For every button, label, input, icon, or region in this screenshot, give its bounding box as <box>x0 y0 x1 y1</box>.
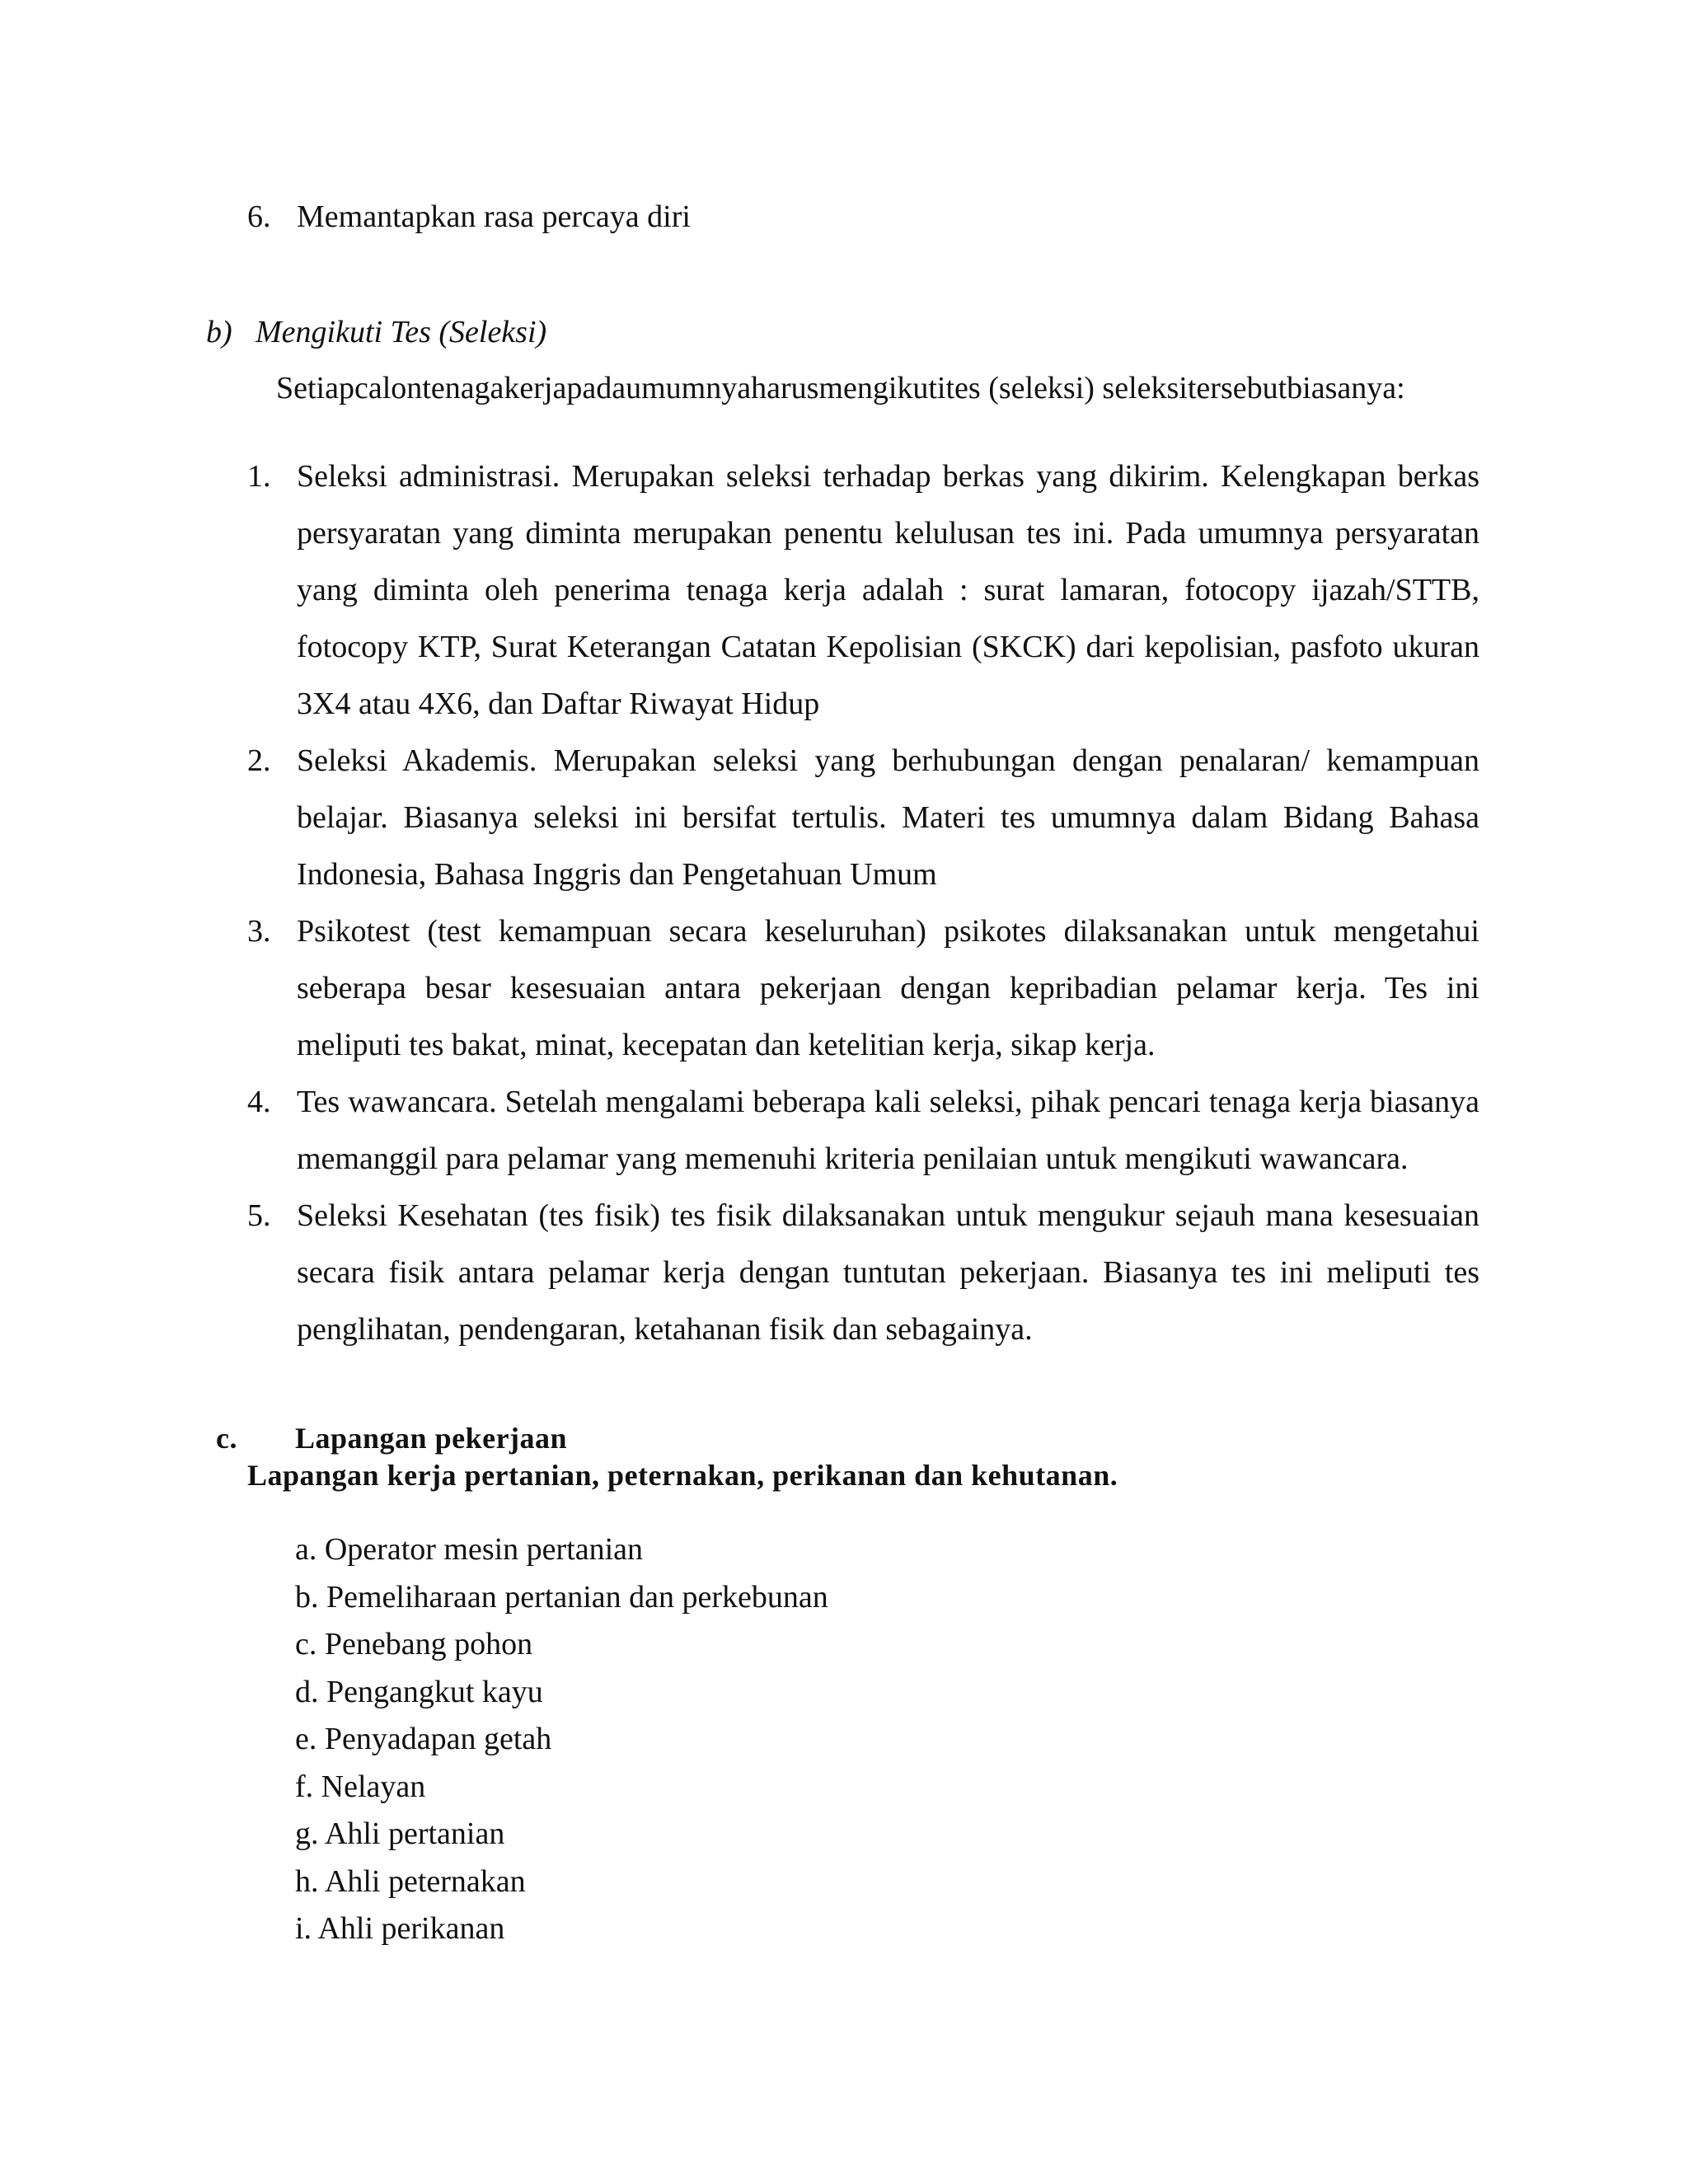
job-item: i. Ahli perikanan <box>295 1911 505 1946</box>
job-item: e. Penyadapan getah <box>295 1722 552 1756</box>
selection-item-4 <box>235 1074 1479 1188</box>
selection-item-2 <box>235 733 1479 903</box>
job-item: g. Ahli pertanian <box>295 1816 505 1851</box>
selection-item-number: 1. <box>247 459 271 494</box>
selection-list <box>235 448 1479 1358</box>
section-c-heading <box>216 1419 567 1457</box>
selection-item-5 <box>235 1188 1479 1358</box>
selection-item-number: 5. <box>247 1198 271 1233</box>
job-item: b. Pemeliharaan pertanian dan perkebunan <box>295 1579 828 1615</box>
list-item-text: Memantapkan rasa percaya diri <box>297 199 691 234</box>
selection-item-3 <box>235 903 1479 1074</box>
section-c-subtitle: Lapangan kerja pertanian, peternakan, perikanan dan kehutanan. <box>247 1459 1118 1492</box>
selection-item-text: Seleksi Akademis. Merupakan seleksi yang berhubungan dengan penalaran/ kemampuan belajar. Biasanya seleksi ini bersifat tertulis. Materi tes umumnya dalam Bidang Bahasa Indonesia, Bahasa Inggris dan Pengetahuan Umum <box>297 743 1479 892</box>
job-item: c. Penebang pohon <box>295 1627 533 1661</box>
job-item: a. Operator mesin pertanian <box>295 1532 644 1567</box>
selection-item-text: Seleksi Kesehatan (tes fisik) tes fisik dilaksanakan untuk mengukur sejauh mana kesesuaian secara fisik antara pelamar kerja dengan tuntutan pekerjaan. Biasanya tes ini meliputi tes penglihatan, pendengaran, ketahanan fisik dan sebagainya. <box>297 1198 1479 1347</box>
section-b-heading <box>206 312 546 353</box>
job-item: h. Ahli peternakan <box>295 1863 526 1899</box>
selection-item-number: 3. <box>247 914 271 949</box>
section-c-title: Lapangan pekerjaan <box>295 1422 568 1455</box>
section-b-title: Mengikuti Tes (Seleksi) <box>256 315 547 349</box>
job-item: d. Pengangkut kayu <box>295 1674 543 1709</box>
selection-item-number: 4. <box>247 1085 271 1119</box>
selection-item-text: Psikotest (test kemampuan secara keseluruhan) psikotes dilaksanakan untuk mengetahui seberapa besar kesesuaian antara pekerjaan dengan kepribadian pelamar kerja. Tes ini meliputi tes bakat, minat, kecepatan dan ketelitian kerja, sikap kerja. <box>297 914 1479 1062</box>
selection-item-text: Tes wawancara. Setelah mengalami beberapa kali seleksi, pihak pencari tenaga kerja biasanya memanggil para pelamar yang memenuhi kriteria penilaian untuk mengikuti wawancara. <box>297 1085 1479 1176</box>
section-b-intro: Setiapcalontenagakerjapadaumumnyaharusmengikutites (seleksi) seleksitersebutbiasanya: <box>276 371 1405 405</box>
selection-item-1 <box>235 448 1479 733</box>
selection-item-number: 2. <box>247 743 271 778</box>
list-item-6 <box>247 196 691 237</box>
selection-item-text: Seleksi administrasi. Merupakan seleksi terhadap berkas yang dikirim. Kelengkapan berkas persyaratan yang diminta merupakan penentu kelulusan tes ini. Pada umumnya persyaratan yang diminta oleh penerima tenaga kerja adalah : surat lamaran, fotocopy ijazah/STTB, fotocopy KTP, Surat Keterangan Catatan Kepolisian (SKCK) dari kepolisian, pasfoto ukuran 3X4 atau 4X6, dan Daftar Riwayat Hidup <box>297 459 1479 721</box>
list-item-number: 6. <box>247 199 271 234</box>
job-item: f. Nelayan <box>295 1769 426 1804</box>
job-list <box>295 1526 828 1953</box>
section-b-label: b) <box>206 315 232 349</box>
section-c-label: c. <box>216 1422 237 1455</box>
